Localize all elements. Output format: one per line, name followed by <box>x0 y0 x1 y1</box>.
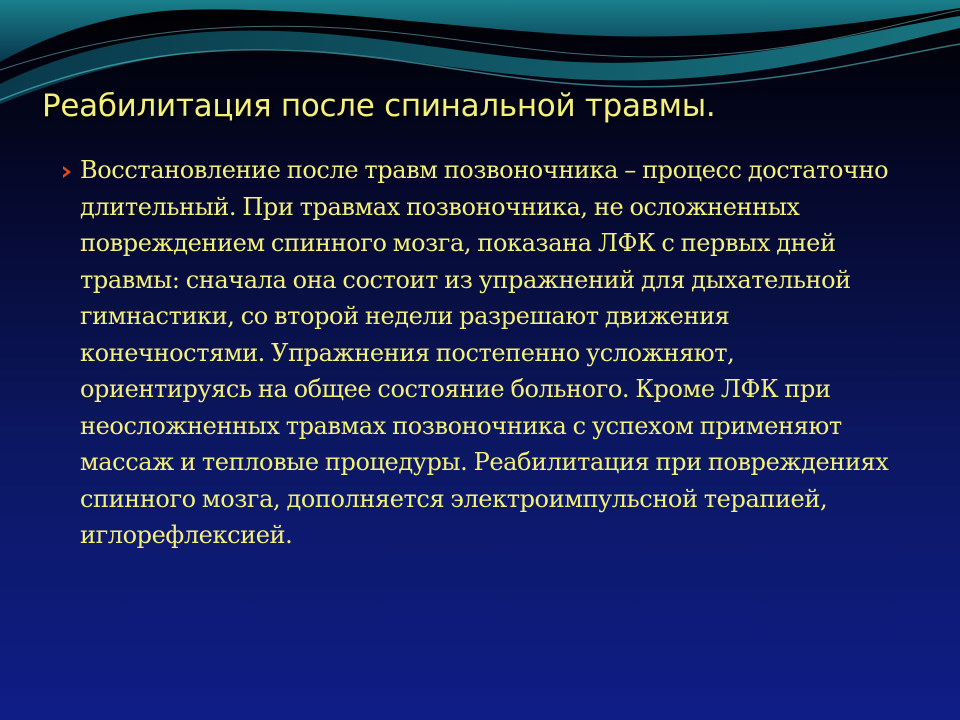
bullet-text: Восстановление после травм позвоночника – процесс достаточно длительный. При травмах позвоночника, не осложненных повреждением спинного мозга, показана ЛФК с первых дней травмы: сначала она состоит из упражнений для дыхательной гимнастики, со второй недели разрешают движения конечностями. Упражнения постепенно усложняют, ориентируясь на общее состояние больного. Кроме ЛФК при неосложненных травмах позвоночника с успехом применяют массаж и тепловые процедуры. Реабилитация при повреждениях спинного мозга, дополняется электроимпульсной терапией, иглорефлексией. <box>80 156 889 549</box>
slide-title: Реабилитация после спинальной травмы. <box>42 88 716 124</box>
slide-content <box>60 152 890 554</box>
bullet-item <box>60 152 890 554</box>
chevron-right-icon <box>60 165 74 179</box>
